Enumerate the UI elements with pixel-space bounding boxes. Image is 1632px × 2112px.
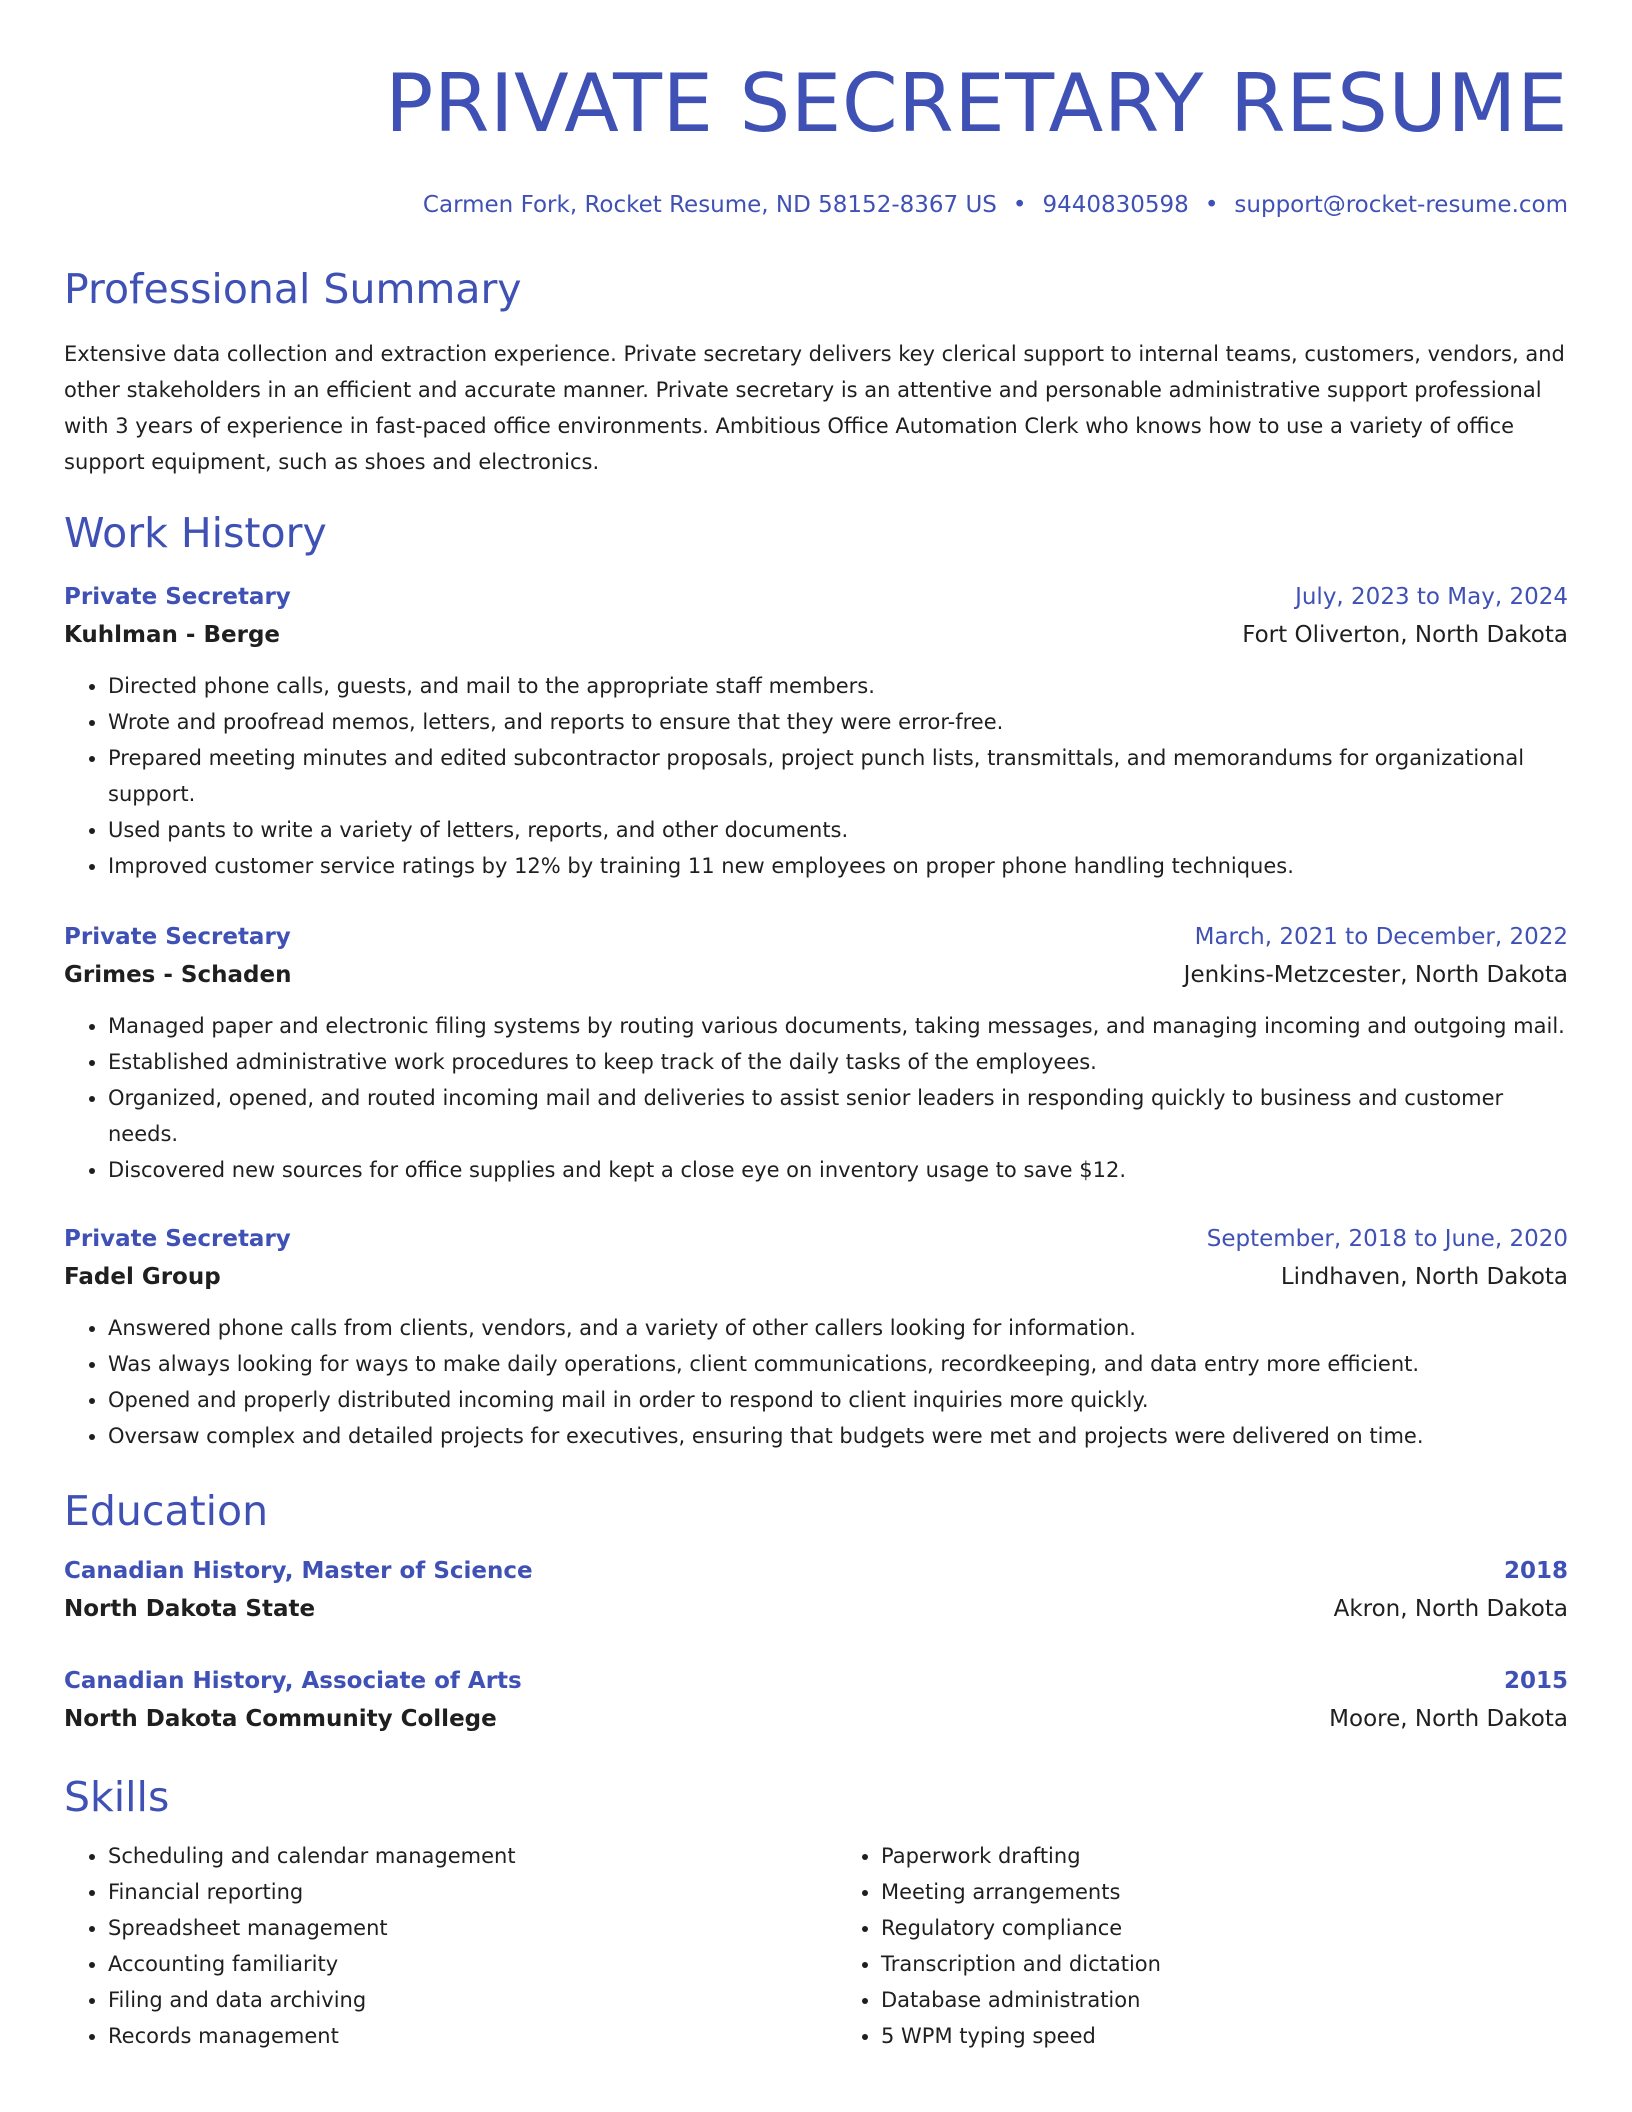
job-company-row [64, 616, 1568, 654]
skills-heading: Skills [64, 1773, 170, 1821]
list-item: • Was always looking for ways to make daily operations, client communications, recordkeeping, and data entry more efficient. [108, 1346, 1568, 1382]
education-school: North Dakota Community College [64, 1706, 497, 1732]
list-item: • Wrote and proofread memos, letters, and reports to ensure that they were error-free. [108, 704, 1568, 740]
list-item: • Filing and data archiving [108, 1982, 795, 2018]
list-item: • Prepared meeting minutes and edited subcontractor proposals, project punch lists, transmittals, and memorandums for organizational support. [108, 740, 1568, 812]
education-degree-row [64, 1662, 1568, 1700]
job-title: Private Secretary [64, 1226, 291, 1252]
resume-page [64, 0, 1568, 2054]
list-item: • Records management [108, 2018, 795, 2054]
list-item: • Opened and properly distributed incoming mail in order to respond to client inquiries more quickly. [108, 1382, 1568, 1418]
list-item: • Meeting arrangements [881, 1874, 1568, 1910]
summary-text: Extensive data collection and extraction experience. Private secretary delivers key clerical support to internal teams, customers, vendors, and other stakeholders in an efficient and accurate manner. Private secretary is an attentive and personable administrative support professional with 3 years of experience in fast-paced office environments. Ambitious Office Automation Clerk who knows how to use a variety of office support equipment, such as shoes and electronics. [64, 342, 1565, 474]
contact-address: Carmen Fork, Rocket Resume, ND 58152-8367 US [422, 192, 997, 218]
list-item: • Accounting familiarity [108, 1946, 795, 1982]
job-entry [64, 578, 1568, 884]
job-duties-list [64, 1008, 1568, 1188]
skills-list-right [837, 1838, 1568, 2054]
job-title: Private Secretary [64, 924, 291, 950]
work-history-heading: Work History [64, 509, 327, 557]
job-title-row [64, 1220, 1568, 1258]
list-item: • Organized, opened, and routed incoming mail and deliveries to assist senior leaders in responding quickly to business and customer needs. [108, 1080, 1568, 1152]
skills-list-left [64, 1838, 795, 2054]
job-location: Lindhaven, North Dakota [1280, 1264, 1568, 1290]
list-item: • Oversaw complex and detailed projects for executives, ensuring that budgets were met and projects were delivered on time. [108, 1418, 1568, 1454]
job-dates: July, 2023 to May, 2024 [1295, 584, 1568, 610]
education-location: Akron, North Dakota [1333, 1596, 1568, 1622]
list-item: • Used pants to write a variety of letters, reports, and other documents. [108, 812, 1568, 848]
skills-grid [64, 1838, 1568, 2054]
education-degree: Canadian History, Master of Science [64, 1558, 533, 1584]
education-school-row [64, 1700, 1568, 1738]
contact-phone: 9440830598 [1042, 192, 1189, 218]
list-item: • Answered phone calls from clients, vendors, and a variety of other callers looking for information. [108, 1310, 1568, 1346]
education-school: North Dakota State [64, 1596, 316, 1622]
education-year: 2018 [1503, 1558, 1568, 1584]
education-location: Moore, North Dakota [1329, 1706, 1568, 1732]
job-title-row [64, 578, 1568, 616]
list-item: • Improved customer service ratings by 12% by training 11 new employees on proper phone handling techniques. [108, 848, 1568, 884]
job-dates: March, 2021 to December, 2022 [1194, 924, 1568, 950]
job-company: Fadel Group [64, 1264, 221, 1290]
contact-separator: • [1204, 192, 1219, 218]
list-item: • Transcription and dictation [881, 1946, 1568, 1982]
list-item: • Database administration [881, 1982, 1568, 2018]
contact-separator: • [1012, 192, 1027, 218]
job-company-row [64, 1258, 1568, 1296]
page-title: PRIVATE SECRETARY RESUME [385, 57, 1568, 150]
job-entry [64, 1220, 1568, 1454]
job-company: Kuhlman - Berge [64, 622, 281, 648]
education-heading: Education [64, 1487, 269, 1535]
education-entry [64, 1662, 1568, 1738]
list-item: • Spreadsheet management [108, 1910, 795, 1946]
education-year: 2015 [1503, 1668, 1568, 1694]
contact-line [64, 190, 1568, 220]
list-item: • Regulatory compliance [881, 1910, 1568, 1946]
summary-heading: Professional Summary [64, 265, 522, 313]
job-title: Private Secretary [64, 584, 291, 610]
job-title-row [64, 918, 1568, 956]
job-location: Jenkins-Metzcester, North Dakota [1183, 962, 1568, 988]
education-degree: Canadian History, Associate of Arts [64, 1668, 522, 1694]
job-dates: September, 2018 to June, 2020 [1206, 1226, 1568, 1252]
job-duties-list [64, 668, 1568, 884]
job-duties-list [64, 1310, 1568, 1454]
education-entry [64, 1552, 1568, 1628]
list-item: • Paperwork drafting [881, 1838, 1568, 1874]
list-item: • Directed phone calls, guests, and mail to the appropriate staff members. [108, 668, 1568, 704]
list-item: • Managed paper and electronic filing systems by routing various documents, taking messages, and managing incoming and outgoing mail. [108, 1008, 1568, 1044]
list-item: • Established administrative work procedures to keep track of the daily tasks of the employees. [108, 1044, 1568, 1080]
education-school-row [64, 1590, 1568, 1628]
list-item: • Discovered new sources for office supplies and kept a close eye on inventory usage to save $12. [108, 1152, 1568, 1188]
education-degree-row [64, 1552, 1568, 1590]
contact-email: support@rocket-resume.com [1234, 192, 1568, 218]
job-entry [64, 918, 1568, 1188]
job-company-row [64, 956, 1568, 994]
list-item: • Scheduling and calendar management [108, 1838, 795, 1874]
job-location: Fort Oliverton, North Dakota [1242, 622, 1568, 648]
list-item: • Financial reporting [108, 1874, 795, 1910]
list-item: • 5 WPM typing speed [881, 2018, 1568, 2054]
job-company: Grimes - Schaden [64, 962, 292, 988]
